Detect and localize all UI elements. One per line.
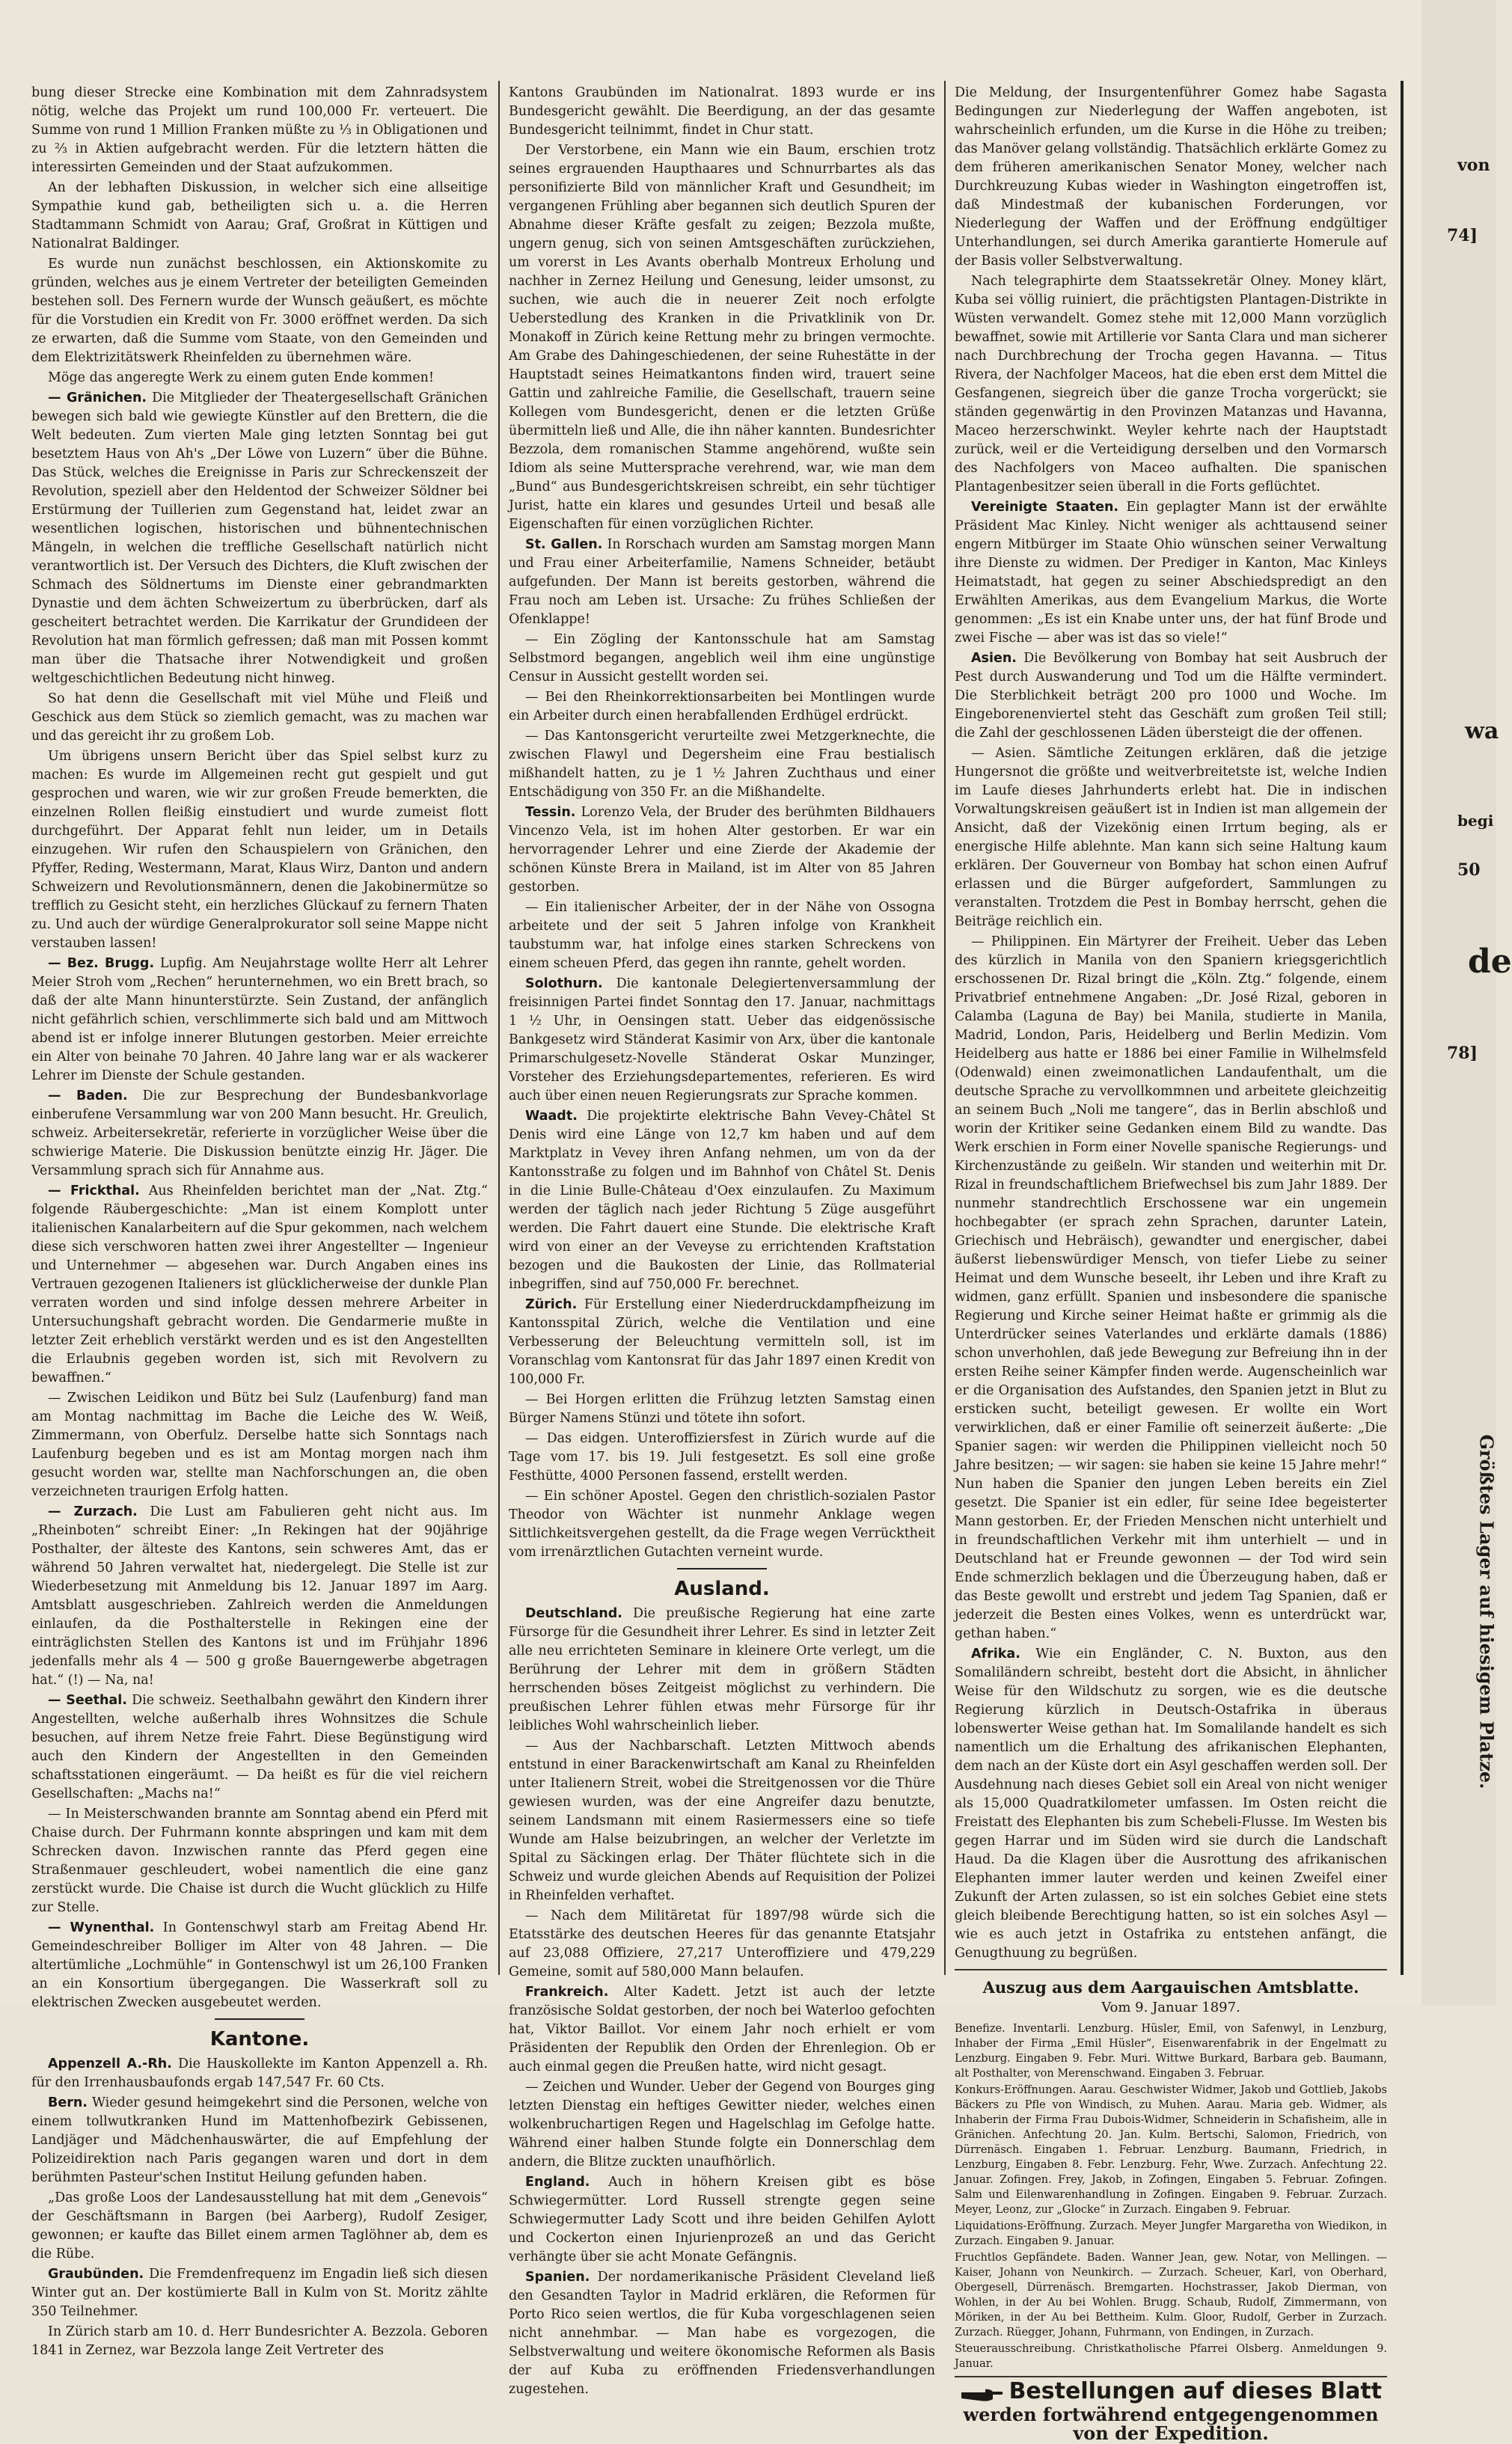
paragraph: Um übrigens unsern Bericht über das Spiel selbst kurz zu machen: Es wurde im Allgemeinen recht gut gespielt und gut gesprochen und waren, wie wir zur großen Freude bemerkten, die einzelnen Rollen fleißig einstudiert und wurde zumeist flott durchgeführt. Der Apparat fehlt nun leider, um in Details einzugehen. Wir rufen den Schauspielern von Gränichen, den Pfyffer, Reding, Westermann, Marat, Klaus Wirz, Danton und andern Schweizern und Revolutionsmännern, denen die Jakobinermütze so trefflich zu Gesicht steht, ein herzliches Glückauf zu fernern Thaten zu. Und auch der würdige Generalprokurator soll seine Mappe nicht verstauben lassen! — [31, 749, 488, 951]
edge-text: begi — [1457, 812, 1494, 830]
paragraph: So hat denn die Gesellschaft mit viel Mühe und Fleiß und Geschick aus dem Stück so ziemlich gemacht, was zu machen war und das gereicht ihr zu großem Lob. — [31, 691, 488, 744]
paragraph: — Ein schöner Apostel. Gegen den christlich-sozialen Pastor Theodor von Wächter ist nunmehr Anklage wegen Sittlichkeitsvergehen gestellt, da die Frage wegen Verrücktheit vom irrenärztlichen Gutachten verneint wurde. — [509, 1489, 935, 1560]
news-text: In Rorschach wurden am Samstag morgen Mann und Frau einer Arbeiterfamilie, Namens Schneider, betäubt aufgefunden. Der Mann ist bereits gestorben, während die Frau noch am Leben ist. Ursache: Zu frühes Schließen der Ofenklappe! — [509, 537, 935, 627]
paragraph: — Zwischen Leidikon und Bütz bei Sulz (Laufenburg) fand man am Montag nachmittag im Bache die Leiche des W. Weiß, Zimmermann, von Oberfulz. Derselbe hatte sich Sonntags nach Laufenburg begeben und es ist am Montag morgen nach ihm gesucht worden war, stellte man Nachforschungen an, die oben verzeichneten traurigen Erfolg hatten. — [31, 1391, 488, 1499]
paragraph: — Aus der Nachbarschaft. Letzten Mittwoch abends entstund in einer Barackenwirtschaft am Kanal zu Rheinfelden unter Italienern Streit, wobei die Streitgenossen vor die Thüre gewiesen wurden, was der eine Angreifer dazu benutzte, seinem Landsmann mit einem Rasiermessers eine so tiefe Wunde am Halse beizubringen, an welcher der Verletzte im Spital zu Säckingen erlag. Der Thäter flüchtete sich in die Schweiz und wurde gleichen Abends auf Requisition der Polizei in Rheinfelden verhaftet. — [509, 1739, 935, 1903]
news-text: Die schweiz. Seethalbahn gewährt den Kindern ihrer Angestellten, welche außerhalb ihres Wohnsitzes die Schule besuchen, auf ihrem Netze freie Fahrt. Diese Begünstigung wird auch den Kindern der Angestellten in den Gemeinden schaftsstationen eingeräumt. — Da heißt es für die viel reichern Gesellschaften: „Machs na!“ — [31, 1693, 488, 1801]
news-lead: Spanien. — [525, 2270, 590, 2285]
column-rule — [498, 81, 500, 1975]
news-lead: Solothurn. — [525, 976, 603, 991]
edge-text: 50 — [1457, 860, 1481, 880]
news-item — [509, 1296, 935, 1389]
news-text: Wie ein Engländer, C. N. Buxton, aus den Somaliländern schreibt, besteht dort die Absicht, in ähnlicher Weise für den Wildschutz zu sorgen, wie es die deutsche Regierung kürzlich in Deutsch-Ostafrika in überaus lobenswerter Weise gethan hat. Im Somalilande handelt es sich namentlich um die Erhaltung des afrikanischen Elephanten, dem nach an der Küste dort ein Asyl geschaffen werden soll. Der Ausdehnung nach dieses Gebiet soll ein Areal von nicht weniger als 15,000 Quadratkilometer umfassen. Im Osten reicht die Freistatt des Elephanten bis zum Schebeli-Flusse. Im Westen bis gegen Harrar und im Süden wird sie durch die Landschaft Haud. Da die Klagen über die Ausrottung des afrikanischen Elephanten immer lauter werden und keinen Zweifel einer Zukunft der Arten zulassen, so ist ein solches Gebiet eine stets gleich bleibende Berechtigung hatten, so ist ein solches Asyl — wie es auch jetzt in Ostafrika zu entstehen anfängt, die Genugthuung zu begrüßen. — [955, 1647, 1387, 1961]
paragraph: Die Meldung, der Insurgentenführer Gomez habe Sagasta Bedingungen zur Niederlegung der Waffen angeboten, ist wahrscheinlich erfunden, um die Kurse in die Höhe zu treiben; das Manöver gelang vollständig. Thatsächlich erklärte Gomez zu dem früheren amerikanischen Senator Money, welcher nach Durchkreuzung Kubas wieder in Washington eingetroffen ist, daß Mindestmaß der kubanischen Forderungen, vor Niederlegung der Waffen und der Eröffnung endgültiger Unterhandlungen, sei durch Amerika garantierte Homerule auf der Basis voller Selbstverwaltung. — [955, 85, 1387, 269]
news-item — [509, 975, 935, 1106]
paragraph: — Bei Horgen erlitten die Frühzug letzten Samstag einen Bürger Namens Stünzi und tötete ihn sofort. — [509, 1392, 935, 1426]
edge-text: de — [1468, 943, 1512, 981]
news-lead: — Baden. — [48, 1088, 128, 1103]
news-lead: Graubünden. — [48, 2267, 144, 2282]
paragraph: — Nach dem Militäretat für 1897/98 würde sich die Etatsstärke des deutschen Heeres für das genannte Etatsjahr auf 23,088 Offiziere, 27,217 Unteroffiziere und 479,229 Gemeine, somit auf 580,000 Mann belaufen. — [509, 1908, 935, 1979]
box-top-rule — [955, 1969, 1387, 1970]
news-lead: Frankreich. — [525, 1985, 609, 2000]
page-edge-rule — [1401, 81, 1404, 1975]
news-item — [509, 1983, 935, 2077]
subscription-notice — [955, 2378, 1387, 2444]
section-heading-ausland: Ausland. — [674, 1578, 770, 1600]
news-text: Auch in höhern Kreisen gibt es böse Schwiegermütter. Lord Russell strengte gegen seine Schwiegermutter Lady Scott und ihre beiden Gehilfen Aylott und Cockerton einen Injurienprozeß an und das Gericht verhängte über sie acht Monate Gefängnis. — [509, 2175, 935, 2264]
news-text: Der nordamerikanische Präsident Cleveland ließ den Gesandten Taylor in Madrid erklären, die Reformen für Porto Rico seien wertlos, die für Kuba vorgeschlagenen seien nicht annehmbar. — Man habe es vorgezogen, die Selbstverwaltung und weitere ökonomische Reformen als Basis der auf Kuba zu eröffnenden Friedensverhandlungen zugestehen. — [509, 2270, 935, 2397]
news-item — [31, 2094, 488, 2187]
paragraph: Der Verstorbene, ein Mann wie ein Baum, erschien trotz seines ergrauenden Haupthaares und Schnurrbartes als das personifizierte Bild von männlicher Kraft und Gesundheit; im vergangenen Frühling aber begannen sich deutlich Spuren der Abnahme dieser Kräfte gesfalt zu zeigen; Bezzola mußte, ungern genug, sich von seinen Amtsgeschäften zurückziehen, um vorerst in Les Avants oberhalb Montreux Erholung und nachher in Zernez Heilung und Genesung, leider umsonst, zu suchen, wie auch die in neuerer Zeit noch erfolgte Ueberstedlung des Kranken in die Privatklinik von Dr. Monakoff in Zürich keine Rettung mehr zu bringen vermochte. Am Grabe des Dahingeschiedenen, der seine Ruhestätte in der Hauptstadt seines Heimatkantons finden wird, trauert seine Gattin und zahlreiche Familie, die Gesellschaft, trauern seine Kollegen vom Bundesgericht, denen er die letzten Grüße übermitteln ließ und Alle, die ihn näher kannten. Bundesrichter Bezzola, dem romanischen Stamme angehörend, wußte sein Idiom als seine Muttersprache verehrend, war, wie man dem „Bund“ aus Bundesgerichtskreisen schreibt, ein sehr tüchtiger Jurist, hatte ein klares und gesundes Urteil und besaß alle Eigenschaften für einen vorzüglichen Richter. — [509, 143, 935, 532]
paragraph: — In Meisterschwanden brannte am Sonntag abend ein Pferd mit Chaise durch. Der Fuhrmann konnte abspringen und kam mit dem Schrecken davon. Inzwischen rannte das Pferd gegen eine Straßenmauer geschleudert, wobei namentlich die eine ganz zerstückt wurde. Die Chaise ist durch die Wucht glücklich zu Hilfe zur Stelle. — [31, 1807, 488, 1915]
news-item — [31, 1182, 488, 1388]
news-lead: Afrika. — [971, 1647, 1020, 1662]
column-3 — [955, 84, 1387, 2444]
news-text: Die Fremdenfrequenz im Engadin ließ sich diesen Winter gut an. Der kostümierte Ball in Kulm von St. Moritz zählte 350 Teilnehmer. — [31, 2267, 488, 2319]
news-lead: St. Gallen. — [525, 537, 603, 552]
paragraph: An der lebhaften Diskussion, in welcher sich eine allseitige Sympathie kund gab, betheiligten sich u. a. die Herren Stadtammann Schmidt von Aarau; Graf, Großrat in Küttigen und Nationalrat Baldinger. — [31, 180, 488, 251]
paragraph: bung dieser Strecke eine Kombination mit dem Zahnradsystem nötig, welche das Projekt um rund 100,000 Fr. verteuert. Die Summe von rund 1 Million Franken müßte zu ⅓ in Obligationen und zu ⅔ in Aktien aufgebracht werden. Für die letztern hätten die interessirten Gemeinden und der Staat aufzukommen. — [31, 85, 488, 175]
news-text: Wieder gesund heimgekehrt sind die Personen, welche von einem tollwutkranken Hund im Mattenhofbezirk Gebissenen, Landjäger und Mädchenhauswärter, die auf Empfehlung der Polizeidirektion nach Paris gegangen waren und dort in dem berühmten Pasteur'schen Institut Heilung gefunden haben. — [31, 2095, 488, 2185]
news-item — [509, 2173, 935, 2267]
news-item — [509, 803, 935, 897]
box-bottom-rule — [955, 2376, 1387, 2377]
news-item — [509, 1107, 935, 1294]
paragraph: — Ein italienischer Arbeiter, der in der Nähe von Ossogna arbeitete und der seit 5 Jahren infolge von Krankheit taubstumm war, hat infolge eines starken Schreckens von einem scheuen Pferd, das gegen ihn rannte, gehelt worden. — [509, 900, 935, 971]
news-lead: Deutschland. — [525, 1606, 622, 1621]
news-item — [955, 649, 1387, 743]
section-heading-kantone: Kantone. — [209, 2028, 310, 2051]
paragraph: In Zürich starb am 10. d. Herr Bundesrichter A. Bezzola. Geboren 1841 in Zernez, war Bezzola lange Zeit Vertreter des — [31, 2324, 488, 2358]
edge-text: wa — [1465, 718, 1499, 744]
column-2 — [509, 84, 935, 2397]
listing: Liquidations-Eröffnung. Zurzach. Meyer Jungfer Margaretha von Wiedikon, in Zurzach. Eingaben 9. Januar. — [955, 2220, 1387, 2247]
news-text: Ein geplagter Mann ist der erwählte Präsident Mac Kinley. Nicht weniger als achttausend seiner engern Mitbürger im Staate Ohio wünschen seiner Verwaltung ihre Dienste zu widmen. Der Prediger in Kanton, Mac Kinleys Heimatstadt, hat gegen zu seiner Abschiedspredigt an den Erwählten Amerikas, aus dem Evangelium Markus, die Worte genommen: „Es ist ein Knabe unter uns, der hat fünf Brode und zwei Fische — aber was ist das so viele!“ — [955, 500, 1387, 646]
amtsblatt-title: Auszug aus dem Aargauischen Amtsblatte. — [982, 1978, 1359, 1997]
news-text: Aus Rheinfelden berichtet man der „Nat. Ztg.“ folgende Räubergeschichte: „Man ist einem Komplott unter italienischen Kanalarbeitern auf die Spur gekommen, nach welchem diese sich verschworen hatten zwei ihrer Angestellter — Ingenieur und Unternehmer — abgesehen war. Durch Angaben eines ins Vertrauen gezogenen Italieners ist glücklicherweise der dunkle Plan verraten worden und sind infolge dessen mehrere Arbeiter in Untersuchungshaft gebracht worden. Die Gendarmerie mußte in letzter Zeit erheblich verstärkt werden und es ist den Angestellten die Erlaubnis gegeben worden ist, sich mit Revolvern zu bewaffnen.“ — [31, 1183, 488, 1385]
news-item — [955, 498, 1387, 648]
news-text: Für Erstellung einer Niederdruckdampfheizung im Kantonsspital Zürich, welche die Ventilation und eine Verbesserung der Beleuchtung vermitteln soll, ist im Voranschlag vom Kantonsrat für das Jahr 1897 einen Kredit von 100,000 Fr. — [509, 1297, 935, 1387]
listing: Steuerausschreibung. Christkatholische Pfarrei Olsberg. Anmeldungen 9. Januar. — [955, 2343, 1387, 2370]
paragraph: — Philippinen. Ein Märtyrer der Freiheit. Ueber das Leben des kürzlich in Manila von den Spaniern kriegsgerichtlich erschossenen Dr. Rizal bringt die „Köln. Ztg.“ folgende, einem Privatbrief entnehmene Angaben: „Dr. José Rizal, geboren in Calamba (Laguna de Bay) bei Manila, studierte in Manila, Madrid, London, Paris, Heidelberg und Berlin Medizin. Vom Heidelberg aus hatte er 1886 bei einer Familie in Wilhelmsfeld (Odenwald) einen zweimonatlichen Landaufenthalt, um die deutsche Sprache zu vervollkommnen und arbeitete gleichzeitig an seinem Buch „Noli me tangere“, das in Berlin abschloß und worin der Kritiker seine Gedanken einem Bild zu wandte. Das Werk erschien in Form einer Novelle spanische Regierungs- und Kirchenzustände zu geißeln. Wir standen und weiterhin mit Dr. Rizal in freundschaftlichem Briefwechsel bis zum Jahr 1889. Der nunmehr standrechtlich Erschossene war ein ungemein hochbegabter (er sprach zehn Sprachen, darunter Latein, Griechisch und Hebräisch), gewandter und energischer, dabei äußerst liebenswürdiger Mensch, von tiefer Liebe zu seiner Heimat und dem Wunsche beseelt, ihr Leben und ihre Kraft zu widmen, ganz erfüllt. Spanien und insbesondere die spanische Regierung und Kirche seiner Heimat haßte er grimmig als die Unterdrücker seines Vaterlandes und erklärte damals (1886) schon unverhohlen, daß jede Bewegung zur Befreiung ihn in der ersten Reihe seiner Kämpfer finden werde. Augenscheinlich war er die Organisation des Aufstandes, den Spanien jetzt in Blut zu ersticken sucht, beteiligt gewesen. Er wollte ein Wort verwirklichen, daß er einer Familie oft seinerzeit äußerte: „Die Spanier sagen: wir werden die Philippinen vielleicht noch 50 Jahre besitzen; — wir sagen: sie haben sie keine 15 Jahre mehr!“ Nun haben die Spanier den jungen Leben bereits ein Ziel gesetzt. Die Spanier ist ein edler, für seine Idee begeisterter Mann gestorben. Er, der Frieden Menschen nicht unterhielt und in freundschaftlichen Verkehr mit ihm unterhielt — und in Deutschland hat er Freunde gewonnen — der Tod wird sein Ende schmerzlich beklagen und die Überzeugung haben, daß er das Beste gewollt und erstrebt und jedem Tag Spanien, daß er jederzeit die Besten eines Volkes, wenn es unterdrückt war, gethan haben.“ — [955, 934, 1387, 1641]
news-lead: — Seethal. — [48, 1693, 127, 1708]
column-1 — [31, 84, 488, 2358]
news-item — [31, 1919, 488, 2012]
section-divider — [677, 1568, 767, 1569]
paragraph: — Bei den Rheinkorrektionsarbeiten bei Montlingen wurde ein Arbeiter durch einen herabfallenden Erdhügel erdrückt. — [509, 690, 935, 723]
news-text: Die preußische Regierung hat eine zarte Fürsorge für die Gesundheit ihrer Lehrer. Es sind in letzter Zeit alle neu errichteten Seminare in kleinere Orte verlegt, um die Berührung der Lehrer mit dem in größern Städten herrschenden böses Zeitgeist möglichst zu verhindern. Die preußischen Lehrer fühlen etwas mehr Fürsorge für ihr leibliches Wohl wahrscheinlich lieber. — [509, 1606, 935, 1733]
listing: Konkurs-Eröffnungen. Aarau. Geschwister Widmer, Jakob und Gottlieb, Jakobs Bäckers zu Pfle von Windisch, zu Muhen. Aarau. Maria geb. Widmer, als Inhaberin der Firma Frau Dubois-Widmer, Schneiderin in Schafisheim, alle in Gränichen. Anfechtung 20. Jan. Kulm. Bertschi, Salomon, Friedrich, von Dürrenäsch. Eingaben 1. Februar. Lenzburg. Baumann, Friedrich, in Lenzburg, Eingaben 8. Febr. Lenzburg. Fehr, Wwe. Zurzach. Anfechtung 22. Januar. Zofingen. Frey, Jakob, in Zofingen, Eingaben 5. Februar. Zofingen. Salm und Eilenwarenhandlung in Zofingen. Eingaben 9. Februar. Zurzach. Meyer, Leonz, zur „Glocke“ in Zurzach. Eingaben 9. Februar. — [955, 2084, 1387, 2216]
paragraph: Kantons Graubünden im Nationalrat. 1893 wurde er ins Bundesgericht gewählt. Die Beerdigung, an der das gesamte Bundesgericht teilnimmt, findet in Chur statt. — [509, 85, 935, 138]
news-lead: Tessin. — [525, 805, 576, 820]
paragraph: Möge das angeregte Werk zu einem guten Ende kommen! — [48, 370, 434, 385]
news-text: Die kantonale Delegiertenversammlung der freisinnigen Partei findet Sonntag den 17. Januar, nachmittags 1 ½ Uhr, in Oensingen statt. Ueber das eidgenössische Bankgesetz wird Ständerat Kasimir von Arx, über die kantonale Primarschulgesetz-Novelle Ständerat Oskar Munzinger, Vorsteher des Erziehungsdepartementes, referieren. Es wird auch über einen neuen Regierungsrats zur Sprache kommen. — [509, 976, 935, 1103]
listing: Fruchtlos Gepfändete. Baden. Wanner Jean, gew. Notar, von Mellingen. — Kaiser, Johann von Neunkirch. — Zurzach. Scheuer, Karl, von Oberhard, Obergesell, Dürrenäsch. Bremgarten. Hochstrasser, Jakob Dierman, von Wohlen, in der Au bei Wohlen. Brugg. Schaub, Rudolf, Zimmermann, von Möriken, in der Au bei Bettheim. Kulm. Gloor, Rudolf, Gerber in Zurzach. Zurzach. Rüegger, Johann, Fuhrmann, von Endingen, in Zurzach. — [955, 2252, 1387, 2339]
paragraph: — Das Kantonsgericht verurteilte zwei Metzgerknechte, die zwischen Flawyl und Degersheim eine Frau bestialisch mißhandelt hatten, zu je 1 ½ Jahren Zuchthaus und einer Entschädigung von 350 Fr. an die Mißhandelte. — [509, 729, 935, 800]
news-text: Alter Kadett. Jetzt ist auch der letzte französische Soldat gestorben, der noch bei Waterloo gefochten hat, Viktor Baillot. Vor einem Jahr noch erhielt er vom Präsidenten der Republik den Orden der Ehrenlegion. Ob er auch einmal gegen die Preußen hatte, wird nicht gesagt. — [509, 1985, 935, 2074]
paragraph: — Ein Zögling der Kantonsschule hat am Samstag Selbstmord begangen, angeblich weil ihm eine ungünstige Censur in Aussicht gestellt worden sei. — [509, 632, 935, 684]
news-lead: — Bez. Brugg. — [48, 956, 155, 971]
news-lead: Appenzell A.-Rh. — [48, 2056, 172, 2071]
paragraph: Es wurde nun zunächst beschlossen, ein Aktionskomite zu gründen, welches aus je einem Vertreter der beteiligten Gemeinden bestehen soll. Des Fernern wurde der Wunsch geäußert, es möchte für die Vorstudien ein Kredit von Fr. 3000 eröffnet werden. Da sich ze erwarten, daß die Summe vom Staate, von den Gemeinden und dem Elektrizitätswerk Rheinfelden zu übernehmen wäre. — [31, 257, 488, 365]
news-lead: England. — [525, 2175, 590, 2190]
news-lead: — Zurzach. — [48, 1504, 138, 1519]
edge-vertical-text: Größtes Lager auf hiesigem Platze. — [1475, 1434, 1498, 1789]
paragraph: — Das eidgen. Unteroffiziersfest in Zürich wurde auf die Tage vom 17. bis 19. Juli festgesetzt. Es soll eine große Festhütte, 4000 Personen fassend, erstellt werden. — [509, 1431, 935, 1483]
news-item — [31, 1087, 488, 1180]
news-item — [31, 389, 488, 688]
edge-text: 78] — [1447, 1044, 1478, 1063]
amtsblatt-listings — [955, 2021, 1387, 2371]
news-lead: — Wynenthal. — [48, 1920, 155, 1935]
news-lead: — Gränichen. — [48, 391, 147, 405]
paragraph: — Zeichen und Wunder. Ueber der Gegend von Bourges ging letzten Dienstag ein heftiges Gewitter nieder, welches einen wolkenbruchartigen Regen und Hagelschlag im Gefolge hatte. Während einer halben Stunde folgte ein Donnerschlag dem andern, die Blitze zuckten unaufhörlich. — [509, 2080, 935, 2169]
news-lead: Vereinigte Staaten. — [971, 500, 1119, 515]
section-divider — [215, 2018, 304, 2020]
news-item — [31, 955, 488, 1085]
edge-text: von — [1457, 156, 1490, 175]
news-lead: Asien. — [971, 651, 1017, 666]
news-text: In Gontenschwyl starb am Freitag Abend Hr. Gemeindeschreiber Bolliger im Alter von 48 Jahren. — Die altertümliche „Lochmühle“ in Gontenschwyl ist um 26,100 Franken an ein Konsortium übergegangen. Die Wasserkraft soll zu elektrischen Zwecken ausgebeutet werden. — [31, 1920, 488, 2010]
news-text: Die zur Besprechung der Bundesbankvorlage einberufene Versammlung war von 200 Mann besucht. Hr. Greulich, schweiz. Arbeitersekretär, referierte in vorzüglicher Weise über die schwierige Materie. Die Diskussion benützte einzig Hr. Jäger. Die Versammlung sprach sich für Annahme aus. — [31, 1088, 488, 1178]
news-lead: Zürich. — [525, 1297, 578, 1312]
news-text: Die Bevölkerung von Bombay hat seit Ausbruch der Pest durch Auswanderung und Tod um die Hälfte vermindert. Die Sterblichkeit beträgt 200 pro 1000 und Woche. Im Eingeborenenviertel steht das Geschäft zum großen Teil still; die Zahl der geschlossenen Läden übersteigt die der offenen. — [955, 651, 1387, 741]
news-item — [31, 1691, 488, 1804]
news-item — [509, 1605, 935, 1736]
news-text: Die Hauskollekte im Kanton Appenzell a. Rh. für den Irrenhausbaufonds ergab 147,547 Fr. 60 Cts. — [31, 2056, 488, 2090]
subscription-subtitle: werden fortwährend entgegengenommen von der Expedition. — [963, 2403, 1379, 2444]
news-item — [31, 2055, 488, 2092]
news-text: Die Lust am Fabulieren geht nicht aus. Im „Rheinboten“ schreibt Einer: „In Rekingen hat der 90jährige Posthalter, der älteste des Kantons, sein schweres Amt, das er während 50 Jahren verwaltet hat, niedergelegt. Die Stelle ist zur Wiederbesetzung mit Anmeldung bis 12. Januar 1897 im Aarg. Amtsblatt ausgeschrieben. Zahlreich werden die Anmeldungen einlaufen, da die Posthalterstelle in Rekingen eine der einträglichsten Stellen des Kantons ist und im Frühjahr 1896 jedenfalls mehr als 4 — 500 g große Bauerngewerbe abgetragen hat.“ (!) — Na, na! — [31, 1504, 488, 1688]
paragraph: Nach telegraphirte dem Staatssekretär Olney. Money klärt, Kuba sei völlig ruiniert, die prächtigsten Plantagen-Distrikte in Wüsten verwandelt. Gomez stehe mit 12,000 Mann vorzüglich bewaffnet, sowie mit Artillerie vor Santa Clara und man sicherer nach Durchbrechung der Trocha gegen Havanna. — Titus Rivera, der Nachfolger Maceos, hat die eben erst dem Mittel die Gesfangenen, siegreich über die ganze Trocha vorgerückt; sie ständen gegenwärtig in den Provinzen Matanzas und Havanna, Maceo herzerschwinkt. Weyler kehrte nach der Hauptstadt zurück, weil er die Verteidigung derselben und den Vormarsch des Nachfolgers von Maceo aufhalten. Die spanischen Plantagenbesitzer seien überall in die Forts geflüchtet. — [955, 274, 1387, 494]
edge-text: 74] — [1447, 226, 1478, 245]
news-text: Lorenzo Vela, der Bruder des berühmten Bildhauers Vincenzo Vela, ist im hohen Alter gestorben. Er war ein hervorragender Lehrer und eine Zierde der Akademie der schönen Künste Brera in Mailand, ist im Alter von 85 Jahren gestorben. — [509, 805, 935, 895]
news-text: Die projektirte elektrische Bahn Vevey-Châtel St Denis wird eine Länge von 12,7 km haben und auf dem Marktplatz in Vevey ihren Anfang nehmen, um von da der Kantonsstraße zu folgen und im Bahnhof von Châtel St. Denis in die Linie Bulle-Château d'Oex einzulaufen. Zu Maximum werden der täglich nach jeder Richtung 5 Züge ausgeführt werden. Die Fahrt dauert eine Stunde. Die elektrische Kraft wird von einer an der Veveyse zu errichtenden Kraftstation bezogen und die Baukosten der Linie, das Rollmaterial inbegriffen, sind auf 750,000 Fr. berechnet. — [509, 1109, 935, 1292]
news-item — [31, 1503, 488, 1690]
paragraph: — Asien. Sämtliche Zeitungen erklären, daß die jetzige Hungersnot die größte und weitverbreitetste ist, welche Indien im Laufe dieses Jahrhunderts erlebt hat. Die in indischen Vorwaltungskreisen geäußert ist in Indien ist man allgemein der Ansicht, daß der Vizekönig einen Irrtum beging, als er energische Hilfe ablehnte. Man kann sich seine Haltung kaum erklären. Der Gouverneur von Bombay hat schon einen Aufruf erlassen und die Bürger aufgefordert, Sammlungen zu veranstalten. Trotzdem die Pest in Bombay herrscht, gehen die Beiträge reichlich ein. — [955, 746, 1387, 929]
news-text: Die Mitglieder der Theatergesellschaft Gränichen bewegen sich bald wie gewiegte Künstler auf den Brettern, die die Welt bedeuten. Zum vierten Male ging letzten Sonntag bei gut besetztem Haus von Ah's „Der Löwe von Luzern“ über die Bühne. Das Stück, welches die Ereignisse in Paris zur Schreckenszeit der Revolution, speziell aber den Heldentod der Schweizer Söldner bei Erstürmung der Tuillerien zum Gegenstand hat, leidet zwar an wesentlichen logischen, historischen und bühnentechnischen Mängeln, in welchen die treffliche Gesellschaft natürlich nicht verantwortlich ist. Der Versuch des Dichters, die Kluft zwischen der Schmach des Söldnertums im Dienste einer gebrandmarkten Dynastie und dem ächten Schweizertum zu überbrücken, darf als gescheitert betrachtet werden. Die Karrikatur der Grundideen der Revolution hat man förmlich gefressen; daß man mit Possen kommt man über die Thatsache ihrer Notwendigkeit und großen weltgeschichtlichen Bedeutung nicht hinweg. — [31, 391, 488, 686]
news-item — [31, 2265, 488, 2321]
listing: Benefize. Inventarli. Lenzburg. Hüsler, Emil, von Safenwyl, in Lenzburg, Inhaber der Firma „Emil Hüsler“, Eisenwarenfabrik in der Engelmatt zu Lenzburg. Eingaben 9. Febr. Muri. Wittwe Burkard, Barbara geb. Baumann, alt Posthalter, von Merenschwand. Eingaben 3. Februar. — [955, 2023, 1387, 2080]
news-item — [509, 2268, 935, 2399]
column-rule — [944, 81, 946, 1975]
news-item — [509, 536, 935, 629]
news-lead: Bern. — [48, 2095, 88, 2110]
news-item — [955, 1645, 1387, 1963]
subscription-title: Bestellungen auf dieses Blatt — [1008, 2378, 1383, 2404]
adjacent-page-fragment — [1421, 0, 1512, 2005]
news-text: Lupfig. Am Neujahrstage wollte Herr alt Lehrer Meier Stroh vom „Rechen“ herunternehmen, wo ein Brett brach, so daß der alte Mann hinunterstürzte. Sein Zustand, der anfänglich nicht gefährlich schien, verschlimmerte sich bald und am Mittwoch abend ist er infolge innerer Blutungen gestorben. Meier erreichte ein Alter von beinahe 70 Jahren. 40 Jahre lang war er als wackerer Lehrer im Dienste der Schule gestanden. — [31, 956, 488, 1083]
news-lead: — Frickthal. — [48, 1183, 140, 1198]
news-lead: Waadt. — [525, 1109, 578, 1124]
paragraph: „Das große Loos der Landesausstellung hat mit dem „Genevois“ der Geschäftsmann in Bargen (bei Aarberg), Rudolf Zesiger, gewonnen; er kaufte das Billet einem armen Taglöhner ab, dem es die Rübe. — [31, 2190, 488, 2261]
pointing-hand-icon — [960, 2386, 1005, 2405]
amtsblatt-date: Vom 9. Januar 1897. — [1101, 2000, 1240, 2015]
